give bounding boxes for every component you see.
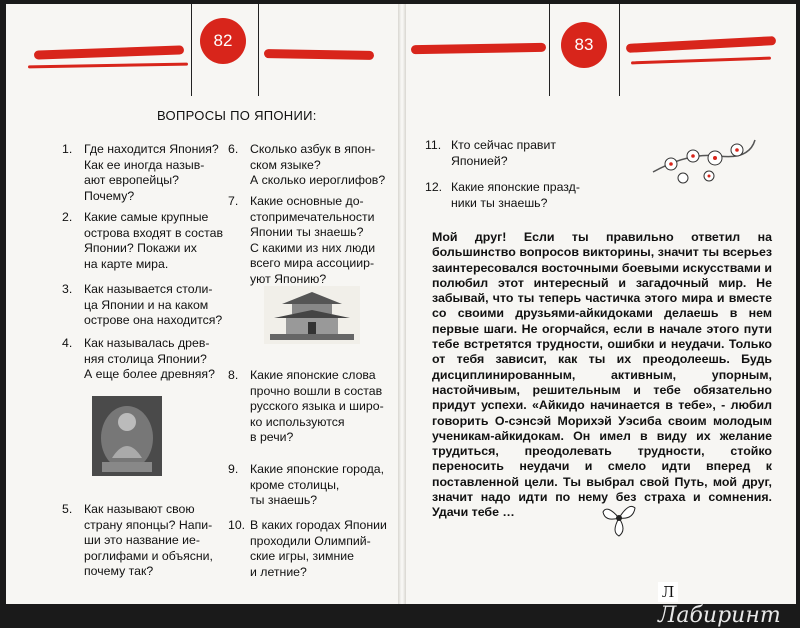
blossom-illustration	[649, 132, 759, 192]
question-text: Какие японские города, кроме столицы, ты знаешь?	[250, 462, 384, 507]
question-text: Кто сейчас правит Японией?	[451, 138, 556, 168]
question-text: В каких городах Японии проходили Олимпий- ские игры, зимние и летние?	[250, 518, 387, 579]
question-text: Как называлась древ- няя столица Японии? А еще более древняя?	[84, 336, 215, 381]
divider	[549, 4, 550, 96]
question-text: Какие японские празд- ники ты знаешь?	[451, 180, 580, 210]
quiz-heading: ВОПРОСЫ ПО ЯПОНИИ:	[157, 108, 317, 123]
question-text: Где находится Япония? Как ее иногда назыв- ают европейцы? Почему?	[84, 142, 219, 203]
question-number: 5.	[62, 502, 73, 516]
question-number: 6.	[228, 142, 239, 156]
page-number: 82	[200, 18, 246, 64]
red-stripe-thin	[631, 57, 771, 65]
question-number: 12.	[425, 180, 443, 194]
question-number: 7.	[228, 194, 239, 208]
pagoda-illustration	[264, 286, 360, 344]
red-stripe-thin	[28, 63, 188, 69]
question-number: 4.	[62, 336, 73, 350]
page-number: 83	[561, 22, 607, 68]
question-number: 2.	[62, 210, 73, 224]
red-stripe	[34, 45, 184, 59]
right-page	[401, 4, 796, 604]
question-text: Какие самые крупные острова входят в состав Японии? Покажи их на карте мира.	[84, 210, 224, 271]
question-number: 1.	[62, 142, 73, 156]
red-stripe	[411, 43, 546, 54]
leaf-illustration	[599, 498, 639, 538]
watermark-logo-icon: Л	[658, 582, 678, 602]
question-text: Сколько азбук в япон- ском языке? А сколько иероглифов?	[250, 142, 386, 187]
divider	[191, 4, 192, 96]
divider	[619, 4, 620, 96]
red-stripe	[626, 36, 776, 53]
question-number: 8.	[228, 368, 239, 382]
watermark-text: Лабиринт	[658, 603, 781, 628]
question-text: Как называют свою страну японцы? Напи- ши это название ие- роглифами и объясни, почему так?	[84, 502, 213, 578]
question-number: 10.	[228, 518, 246, 532]
question-text: Какие основные до- стопримечательности Японии ты знаешь? С какими из них люди всего мира ассоциир- уют Японию?	[250, 194, 376, 286]
question-number: 3.	[62, 282, 73, 296]
question-text: Как называется столи- ца Японии и на каком острове она находится?	[84, 282, 223, 327]
question-number: 11.	[425, 138, 442, 152]
question-number: 9.	[228, 462, 239, 476]
divider	[258, 4, 259, 96]
question-text: Какие японские слова прочно вошли в состав русского языка и широ- ко используются в речи?	[250, 368, 384, 444]
left-page	[6, 4, 401, 604]
closing-paragraph: Мой друг! Если ты правильно ответил на большинство вопросов викторины, значит ты всерьез заинтересовался восточными боевыми искусствами и полюбил этот интересный и загадочный мир. Не забывай, что ты теперь частичка этого мира и вместе со своими друзьями-айкидоками делаешь в нем первые шаги. Не огорчайся, если в начале этого пути тебе встретятся трудности, ошибки и неудачи. Только от тебя зависит, как ты их преодолеешь. Будь дисциплинированным, активным, упорным, настойчивым, решительным и тебе обязательно придут успехи. «Айкидо начинается в тебе», - любил говорить О-сэнсэй Морихэй Уэсиба своим молодым ученикам-айкидокам. Он имел в виду их желание трудиться, преодолевать трудности, стойко переносить неудачи и смело идти вперед к поставленной цели. Ты выбрал свой Путь, мой друг, значит надо идти по нему без страха и сомнения. Удачи тебе …	[432, 230, 772, 520]
red-stripe	[264, 49, 374, 60]
buddha-statue-illustration	[92, 396, 162, 476]
labirint-watermark	[658, 578, 796, 628]
book-spread	[6, 4, 796, 628]
